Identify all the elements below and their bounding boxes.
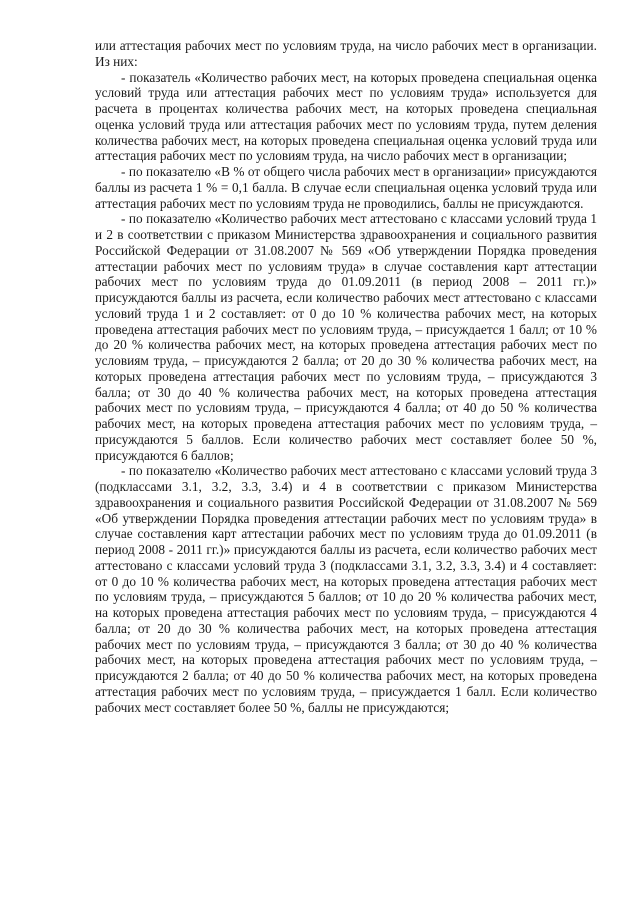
paragraph-indicator-percent-of-total: - по показателю «В % от общего числа рабочих мест в организации» присуждаются баллы из расчета 1 % = 0,1 балла. В случае если специальная оценка условий труда или аттестация рабочих мест по условиям труда не проводились, баллы не присуждаются. xyxy=(95,164,597,211)
paragraph-indicator-classes-1-2: - по показателю «Количество рабочих мест аттестовано с классами условий труда 1 и 2 в соответствии с приказом Министерства здравоохранения и социального развития Российской Федерации от 31.08.2007 № 569 «Об утверждении Порядка проведения аттестации рабочих мест по условиям труда» в случае составления карт аттестации рабочих мест по условиям труда до 01.09.2011 (в период 2008 – 2011 гг.)» присуждаются баллы из расчета, если количество рабочих мест аттестовано с классами условий труда 1 и 2 составляет: от 0 до 10 % количества рабочих мест, на которых проведена аттестация рабочих мест по условиям труда, – присуждается 1 балл; от 10 % до 20 % количества рабочих мест, на которых проведена аттестация рабочих мест по условиям труда, – присуждаются 2 балла; от 20 до 30 % количества рабочих мест, на которых проведена аттестация рабочих мест по условиям труда, – присуждаются 3 балла; от 30 до 40 % количества рабочих мест, на которых проведена аттестация рабочих мест по условиям труда, – присуждаются 4 балла; от 40 до 50 % количества рабочих мест, на которых проведена аттестация рабочих мест по условиям труда, – присуждаются 5 баллов. Если количество рабочих мест составляет более 50 %, присуждаются 6 баллов; xyxy=(95,211,597,463)
paragraph-indicator-workplaces-assessed: - показатель «Количество рабочих мест, на которых проведена специальная оценка условий труда или аттестация рабочих мест по условиям труда» используется для расчета в процентах количества рабочих мест, на которых проведена специальная оценка условий труда или аттестация рабочих мест по условиям труда, путем деления количества рабочих мест, на которых проведена специальная оценка условий труда или аттестация рабочих мест по условиям труда, на число рабочих мест в организации; xyxy=(95,69,597,164)
paragraph-indicator-classes-3-4: - по показателю «Количество рабочих мест аттестовано с классами условий труда 3 (подклассами 3.1, 3.2, 3.3, 3.4) и 4 в соответствии с приказом Министерства здравоохранения и социального развития Российской Федерации от 31.08.2007 № 569 «Об утверждении Порядка проведения аттестации рабочих мест по условиям труда» в случае составления карт аттестации рабочих мест по условиям труда до 01.09.2011 (в период 2008 - 2011 гг.)» присуждаются баллы из расчета, если количество рабочих мест аттестовано с классами условий труда 3 (подклассами 3.1, 3.2, 3.3, 3.4) и 4 составляет: от 0 до 10 % количества рабочих мест, на которых проведена аттестация рабочих мест по условиям труда, – присуждаются 5 баллов; от 10 до 20 % количества рабочих мест, на которых проведена аттестация рабочих мест по условиям труда, – присуждаются 4 балла; от 20 до 30 % количества рабочих мест, на которых проведена аттестация рабочих мест по условиям труда, – присуждаются 3 балла; от 30 до 40 % количества рабочих мест, на которых проведена аттестация рабочих мест по условиям труда, – присуждаются 2 балла; от 40 до 50 % количества рабочих мест, на которых проведена аттестация рабочих мест по условиям труда, – присуждается 1 балл. Если количество рабочих мест составляет более 50 %, баллы не присуждаются; xyxy=(95,463,597,715)
paragraph-intro-continuation: или аттестация рабочих мест по условиям труда, на число рабочих мест в организации. Из них: xyxy=(95,38,597,69)
document-page xyxy=(95,38,597,715)
